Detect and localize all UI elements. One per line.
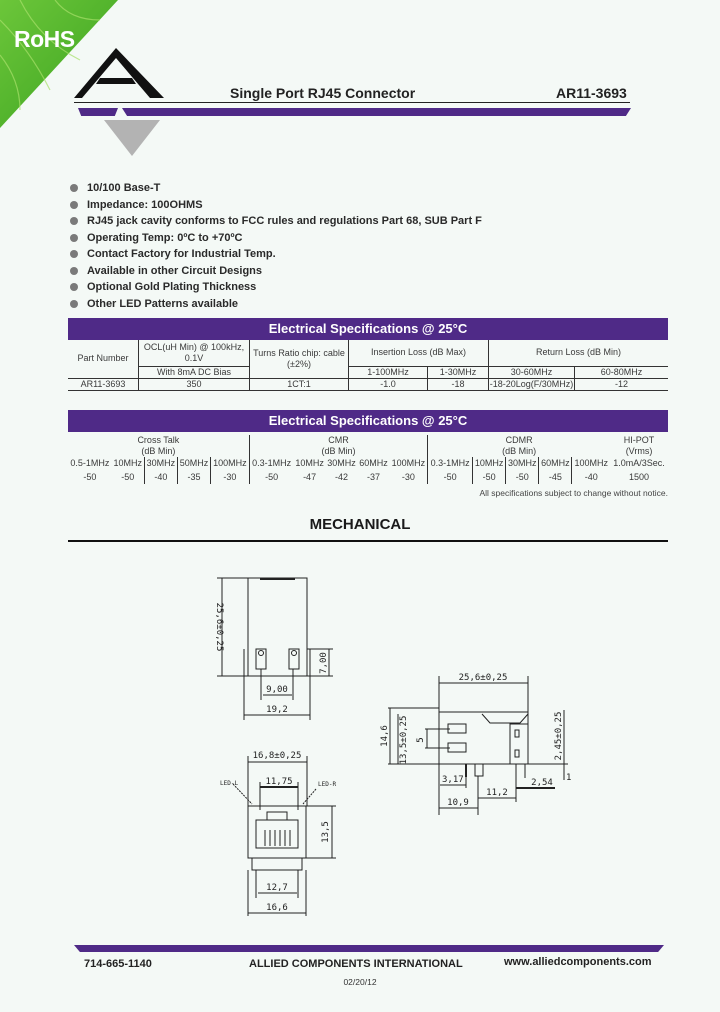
feature-item: 10/100 Base-T xyxy=(70,180,482,197)
svg-text:11,75: 11,75 xyxy=(265,777,293,787)
spec-disclaimer: All specifications subject to change without notice. xyxy=(479,488,668,498)
svg-text:5: 5 xyxy=(416,737,426,743)
header-ocl: OCL(uH Min) @ 100kHz, 0.1V xyxy=(139,340,250,366)
electrical-spec-table-2: Electrical Specifications @ 25°C Cross Talk CMR CDMR HI-POT (dB Min) (dB Min) (dB Min) (Vrms) 0.5-1MHz 10MHz 30MHz 50MHz 100MHz 0.3-1MHz 10MHz 30MHz 60MHz 100MHz 0.3-1MHz 10MHz 30MHz 60MHz 100MHz 1.0mA/3Sec. -50 -50 -40 -35 -30 -50 -47 -42 -37 -30 -50 -50 -50 -45 -40 1500 xyxy=(68,410,668,484)
bullet-icon xyxy=(70,201,78,209)
svg-text:LED-R: LED-R xyxy=(318,781,337,788)
svg-text:16,6: 16,6 xyxy=(266,903,288,913)
part-number: AR11-3693 xyxy=(556,85,627,101)
footer-accent-bar xyxy=(74,945,664,952)
svg-text:2,45±0,25: 2,45±0,25 xyxy=(554,711,564,761)
document-title: Single Port RJ45 Connector xyxy=(230,85,416,101)
footer-website-link[interactable]: www.alliedcomponents.com xyxy=(504,956,652,968)
section-rule xyxy=(68,540,668,542)
svg-text:2,54: 2,54 xyxy=(531,778,553,788)
table-row: -50 -50 -40 -35 -30 -50 -47 -42 -37 -30 -50 -50 -50 -45 -40 1500 xyxy=(68,470,668,484)
rohs-badge: RoHS xyxy=(14,26,75,52)
header-rule xyxy=(74,102,630,103)
header-return-loss: Return Loss (dB Min) xyxy=(489,340,669,366)
svg-text:25,6±0,25: 25,6±0,25 xyxy=(458,673,508,683)
svg-text:12,7: 12,7 xyxy=(266,883,288,893)
bullet-icon xyxy=(70,283,78,291)
drawing-top-view xyxy=(200,565,360,725)
group-cross-talk: Cross Talk xyxy=(137,435,180,445)
footer-date: 02/20/12 xyxy=(343,977,377,987)
svg-text:3,17: 3,17 xyxy=(442,775,464,785)
header-ocl-sub: With 8mA DC Bias xyxy=(139,366,250,378)
svg-text:16,8±0,25: 16,8±0,25 xyxy=(252,751,302,761)
table-row: AR11-3693 350 1CT:1 -1.0 -18 -18-20Log(F/30MHz) -12 xyxy=(68,378,668,390)
bullet-icon xyxy=(70,217,78,225)
feature-list xyxy=(70,180,482,312)
drawing-front-view xyxy=(200,740,360,920)
company-logo xyxy=(74,48,174,160)
feature-item: RJ45 jack cavity conforms to FCC rules and regulations Part 68, SUB Part F xyxy=(70,213,482,230)
header-insertion-loss: Insertion Loss (dB Max) xyxy=(349,340,489,366)
svg-text:19,2: 19,2 xyxy=(266,705,288,715)
footer-company: ALLIED COMPONENTS INTERNATIONAL xyxy=(249,958,463,970)
header-accent-bar xyxy=(122,108,631,116)
feature-item: Optional Gold Plating Thickness xyxy=(70,279,482,296)
header-insertion-sub: 1-100MHz xyxy=(349,366,428,378)
footer-phone: 714-665-1140 xyxy=(84,958,152,970)
svg-text:13,5: 13,5 xyxy=(321,821,331,843)
bullet-icon xyxy=(70,184,78,192)
bullet-icon xyxy=(70,267,78,275)
header-part-number: Part Number xyxy=(68,340,139,378)
svg-text:LED-L: LED-L xyxy=(220,780,239,787)
svg-text:9,00: 9,00 xyxy=(266,685,288,695)
drawing-side-view xyxy=(370,660,590,820)
header-return-sub: 60-80MHz xyxy=(575,366,669,378)
svg-text:11,2: 11,2 xyxy=(486,788,508,798)
header-return-sub: 30-60MHz xyxy=(489,366,575,378)
bullet-icon xyxy=(70,250,78,258)
bullet-icon xyxy=(70,300,78,308)
svg-text:13,5±0,25: 13,5±0,25 xyxy=(399,715,409,765)
feature-item: Impedance: 100OHMS xyxy=(70,197,482,214)
header-return-sub: 1-30MHz xyxy=(428,366,489,378)
feature-item: Other LED Patterns available xyxy=(70,296,482,313)
electrical-spec-table-1 xyxy=(68,318,668,391)
header-turns-ratio: Turns Ratio chip: cable (±2%) xyxy=(250,340,349,378)
svg-text:14,6: 14,6 xyxy=(380,725,390,747)
group-cmr: CMR xyxy=(249,435,427,446)
feature-item: Operating Temp: 0ºC to +70ºC xyxy=(70,230,482,247)
group-cdmr: CDMR xyxy=(428,435,610,446)
bullet-icon xyxy=(70,234,78,242)
svg-text:10,9: 10,9 xyxy=(447,798,469,808)
feature-item: Available in other Circuit Designs xyxy=(70,263,482,280)
logo-accent-bar xyxy=(78,108,118,116)
svg-text:7,00: 7,00 xyxy=(319,652,329,674)
feature-item: Contact Factory for Industrial Temp. xyxy=(70,246,482,263)
svg-text:1: 1 xyxy=(566,773,572,783)
group-hipot: HI-POT xyxy=(623,435,655,445)
table-title: Electrical Specifications @ 25°C xyxy=(68,410,668,432)
section-title-mechanical: MECHANICAL xyxy=(309,516,411,533)
table-title: Electrical Specifications @ 25°C xyxy=(68,318,668,340)
svg-text:25,6±0,25: 25,6±0,25 xyxy=(214,602,224,652)
